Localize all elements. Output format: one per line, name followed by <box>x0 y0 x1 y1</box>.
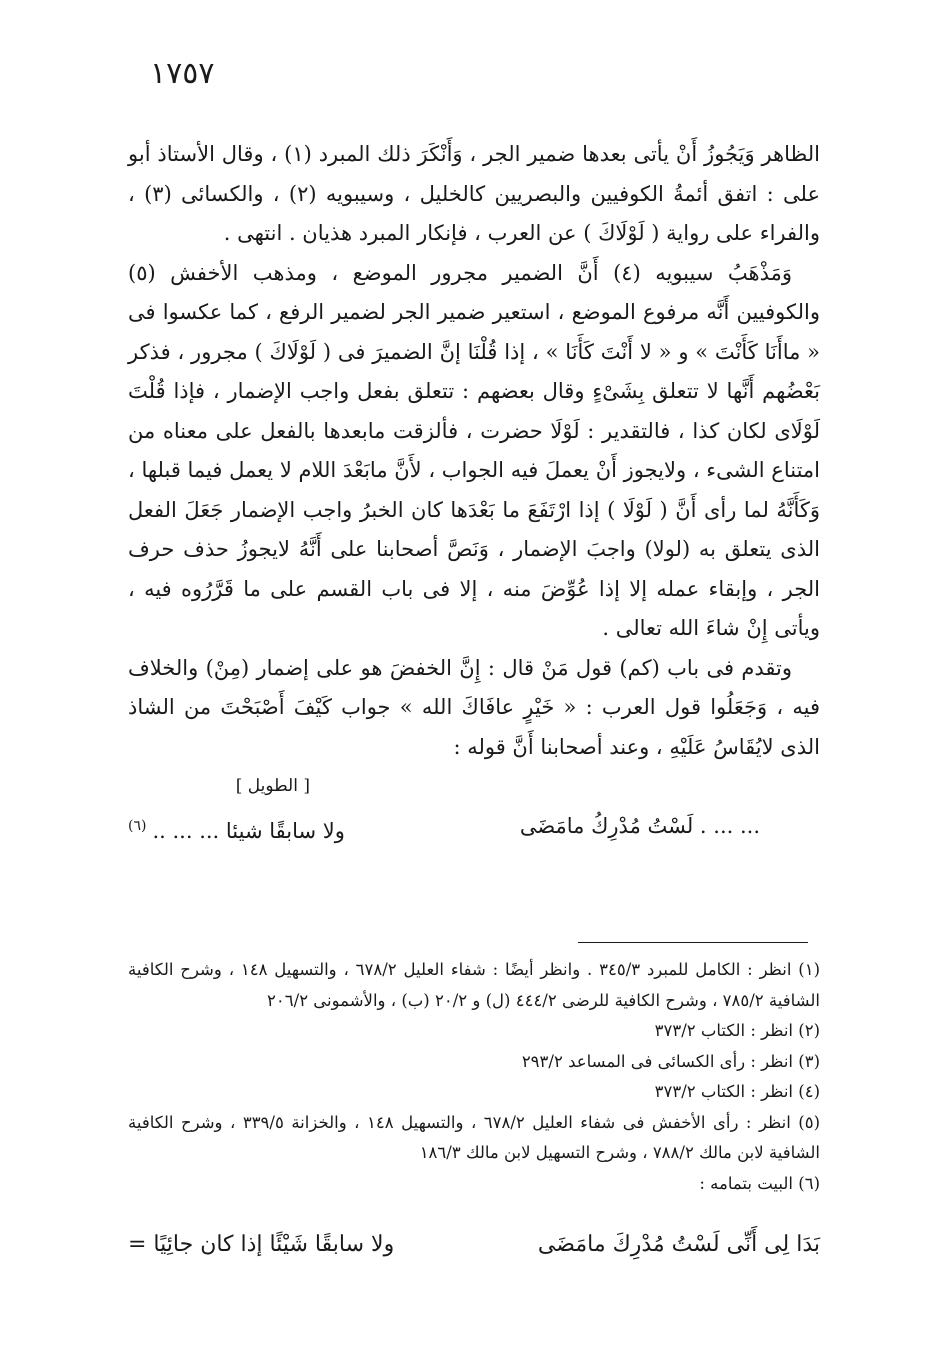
footnotes <box>128 955 820 1199</box>
footnote-2: (٢) انظر : الكتاب ٣٧٣/٢ <box>654 1021 820 1040</box>
footnote-1: (١) انظر : الكامل للمبرد ٣٤٥/٣ . وانظر أيضًا : شفاء العليل ٦٧٨/٢ ، والتسهيل ١٤٨ ، وشرح الكافية الشافية ٧٨٥/٢ ، وشرح الكافية للرضى ٤٤٤/٢ (ل) و ٢٠/٢ (ب) ، والأشمونى ٢٠٦/٢ <box>128 960 820 1010</box>
footnote-separator <box>578 942 808 943</box>
footnote-verse-hemistich-1: بَدَا لِى أَنِّى لَسْتُ مُدْرِكَ مامَضَى <box>537 1232 820 1257</box>
verse-block <box>128 767 820 847</box>
verse-line <box>128 807 760 852</box>
footnote-6: (٦) البيت بتمامه : <box>699 1173 820 1193</box>
paragraph-2: وَمَذْهَبُ سيبويه (٤) أَنَّ الضمير مجرور الموضع ، ومذهب الأخفش (٥) والكوفيين أَنَّه مرفوع الموضع ، استعير ضمير الجر لضمير الرفع ، كما عكسوا فى « ماأَنَا كَأَنْتَ » و « لا أَنْتَ كَأَنَا » ، إذا قُلْنَا إنَّ الضميرَ فى ( لَوْلَاكَ ) مجرور ، فذكر بَعْضُهم أَنَّها لا تتعلق بِشَىْءٍ وقال بعضهم : تتعلق بفعل واجب الإضمار ، فإذا قُلْتَ لَوْلَاى لكان كذا ، فالتقدير : لَوْلَا حضرت ، فألزقت مابعدها بالفعل على معناه من امتناع الشىء ، ولايجوز أَنْ يعملَ فيه الجواب ، لأَنَّ مابَعْدَ اللام لا يعمل فيما قبلها ، وَكَأَنَّهُ لما رأى أَنَّ ( لَوْلَا ) إذا ارْتَفَعَ ما بَعْدَها كان الخبرُ واجب الإضمار جَعَلَ الفعل الذى يتعلق به (لولا) واجبَ الإضمار ، وَنَصَّ أصحابنا على أَنَّهُ لايجوزُ حذف حرف الجر ، وإبقاء عمله إلا إذا عُوِّضَ منه ، إلا فى باب القسم على ما قَرَّرُوه فيه ، ويأتى إِنْ شاءَ الله تعالى . <box>128 260 821 640</box>
main-text <box>128 135 820 847</box>
footnote-verse <box>128 1232 820 1257</box>
page-number: ١٧٥٧ <box>150 56 215 91</box>
footnote-4: (٤) انظر : الكتاب ٣٧٣/٢ <box>654 1082 820 1101</box>
verse-hemistich-2-wrap <box>128 807 345 852</box>
paragraph-3: وتقدم فى باب (كم) قول مَنْ قال : إِنَّ الخفضَ هو على إضمار (مِنْ) والخلاف فيه ، وَجَعَلُوا قول العرب : « خَيْرٍ عافَاكَ الله » جواب كَيْفَ أَصْبَحْتَ من الشاذ الذى لايُقَاسُ عَلَيْهِ ، وعند أصحابنا أَنَّ قوله : <box>128 655 820 759</box>
verse-hemistich-1: ... ... . لَسْتُ مُدْرِكُ مامَضَى <box>519 814 760 838</box>
footnote-verse-hemistich-2: ولا سابقًا شَيْئًا إذا كان جائِيًا = <box>128 1232 395 1257</box>
meter-label: [ الطويل ] <box>235 776 310 796</box>
verse-footnote-ref: (٦) <box>128 818 147 834</box>
verse-hemistich-2: ولا سابقًا شيئا ... ... .. <box>152 819 345 843</box>
paragraph-1: الظاهر وَيَجُوزُ أَنْ يأتى بعدها ضمير الجر ، وَأَنْكَرَ ذلك المبرد (١) ، وقال الأستاذ أبو على : اتفق أئمةُ الكوفيين والبصريين كالخليل ، وسيبويه (٢) ، والكسائى (٣) ، والفراء على رواية ( لَوْلَاكَ ) عن العرب ، فإنكار المبرد هذيان . انتهى . <box>128 142 820 245</box>
footnote-3: (٣) انظر : رأى الكسائى فى المساعد ٢٩٣/٢ <box>521 1051 820 1071</box>
footnote-5: (٥) انظر : رأى الأخفش فى شفاء العليل ٦٧٨/٢ ، والتسهيل ١٤٨ ، والخزانة ٣٣٩/٥ ، وشرح الكافية الشافية لابن مالك ٧٨٨/٢ ، وشرح التسهيل لابن مالك ١٨٦/٣ <box>128 1112 821 1162</box>
